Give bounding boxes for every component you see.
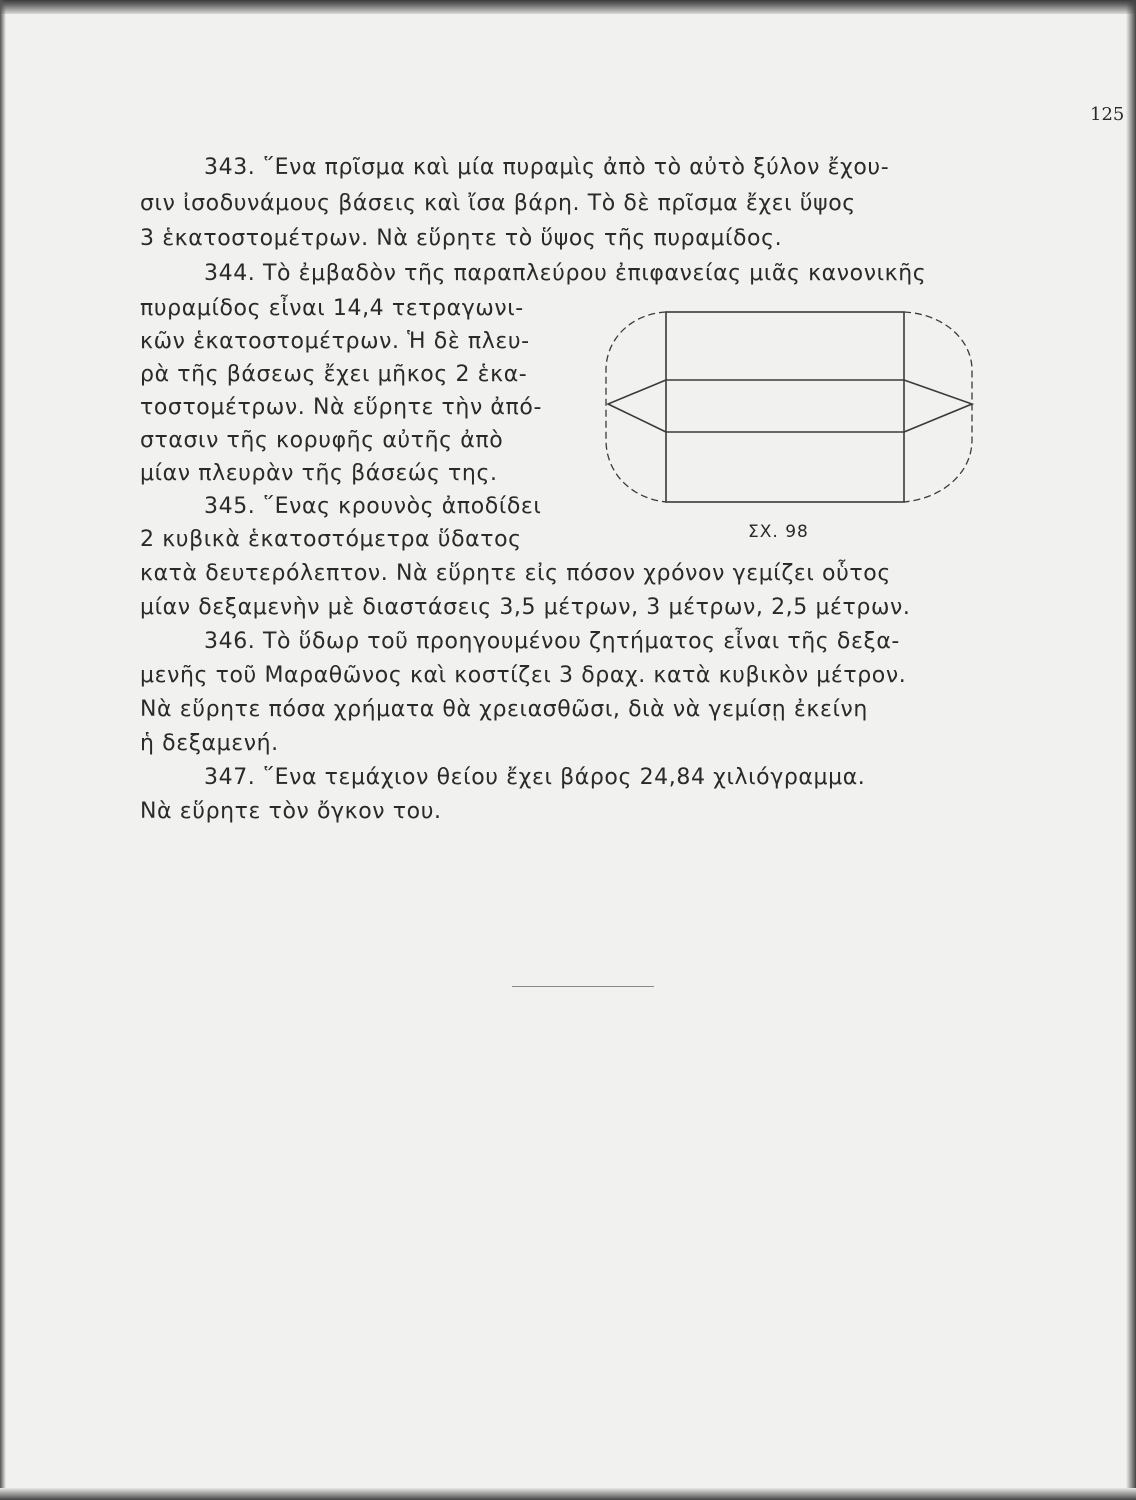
text-line: μενῆς τοῦ Μαραθῶνος καὶ κοστίζει 3 δραχ. κατὰ κυβικὸν μέτρον. — [140, 663, 907, 688]
text-line: 345. ῞Ενας κρουνὸς ἀποδίδει — [204, 494, 542, 519]
text-line: σιν ἰσοδυνάμους βάσεις καὶ ἴσα βάρη. Τὸ δὲ πρῖσμα ἔχει ὕψος — [140, 191, 856, 216]
text-line: στασιν τῆς κορυφῆς αὐτῆς ἀπὸ — [140, 428, 504, 453]
text-line: Νὰ εὕρητε τὸν ὄγκον του. — [140, 799, 442, 824]
text-line: 347. ῞Ενα τεμάχιον θείου ἔχει βάρος 24,84 χιλιόγραμμα. — [204, 765, 866, 790]
right-dashed-arc — [904, 312, 972, 502]
figure-caption: ΣΧ. 98 — [748, 522, 809, 542]
text-line: 343. ῞Ενα πρῖσμα καὶ μία πυραμὶς ἀπὸ τὸ αὐτὸ ξύλον ἔχου- — [204, 155, 890, 180]
text-line: μίαν πλευρὰν τῆς βάσεώς της. — [140, 461, 498, 486]
text-line: μίαν δεξαμενὴν μὲ διαστάσεις 3,5 μέτρων, 3 μέτρων, 2,5 μέτρων. — [140, 595, 911, 620]
text-line: πυραμίδος εἶναι 14,4 τετραγωνι- — [140, 296, 524, 321]
end-rule — [512, 986, 654, 987]
text-line: ρὰ τῆς βάσεως ἔχει μῆκος 2 ἑκα- — [140, 362, 528, 387]
page-edge-left — [0, 0, 6, 1500]
text-line: ἡ δεξαμενή. — [140, 731, 279, 756]
right-pyramid — [904, 380, 972, 432]
left-pyramid — [608, 380, 666, 432]
figure-98 — [600, 300, 990, 515]
text-line: 3 ἑκατοστομέτρων. Νὰ εὕρητε τὸ ὕψος τῆς πυραμίδος. — [140, 226, 783, 251]
text-line: 346. Τὸ ὕδωρ τοῦ προηγουμένου ζητήματος εἶναι τῆς δεξα- — [204, 629, 900, 654]
text-line: τοστομέτρων. Νὰ εὕρητε τὴν ἀπό- — [140, 395, 542, 420]
page-edge-right — [1126, 0, 1136, 1500]
text-line: κῶν ἑκατοστομέτρων. Ἡ δὲ πλευ- — [140, 329, 530, 354]
page-number: 125 — [1090, 104, 1125, 125]
page-edge-top — [0, 0, 1136, 14]
text-line: 2 κυβικὰ ἑκατοστόμετρα ὕδατος — [140, 527, 522, 552]
text-line: 344. Τὸ ἐμβαδὸν τῆς παραπλεύρου ἐπιφανείας μιᾶς κανονικῆς — [204, 261, 927, 286]
text-line: κατὰ δευτερόλεπτον. Νὰ εὕρητε εἰς πόσον χρόνον γεμίζει οὗτος — [140, 561, 891, 586]
text-line: Νὰ εὕρητε πόσα χρήματα θὰ χρειασθῶσι, διὰ νὰ γεμίσῃ ἐκείνη — [140, 697, 868, 722]
prism-outline — [666, 312, 904, 502]
page-edge-bottom — [0, 1488, 1136, 1500]
